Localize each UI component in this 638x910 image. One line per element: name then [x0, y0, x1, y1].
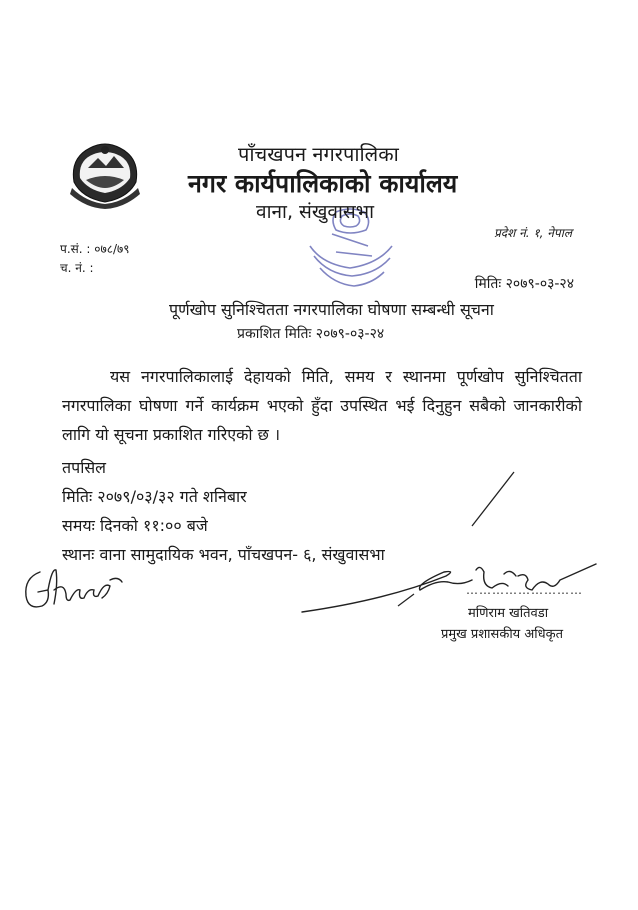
- office-name: नगर कार्यपालिकाको कार्यालय: [188, 169, 458, 198]
- municipality-name: पाँचखपन नगरपालिका: [238, 142, 399, 166]
- event-place: स्थानः वाना सामुदायिक भवन, पाँचखपन- ६, संखुवासभा: [62, 545, 385, 564]
- dispatch-number: च. नं. :: [60, 261, 94, 275]
- signatory-designation: प्रमुख प्रशासकीय अधिकृत: [441, 627, 564, 642]
- province-label: प्रदेश नं. १, नेपाल: [493, 226, 572, 240]
- signature-line: ………………………: [466, 583, 583, 597]
- details-heading: तपसिल: [62, 458, 107, 477]
- published-date: प्रकाशित मितिः २०७९-०३-२४: [237, 326, 385, 342]
- signature-stroke: [468, 470, 518, 530]
- reference-number: प.सं. : ०७८/७९: [60, 242, 130, 256]
- notice-subject: पूर्णखोप सुनिश्चितता नगरपालिका घोषणा सम्बन्धी सूचना: [169, 300, 494, 319]
- nepal-government-emblem: [66, 138, 144, 210]
- office-address: वाना, संखुवासभा: [256, 201, 375, 223]
- letter-date: मितिः २०७९-०३-२४: [474, 276, 574, 292]
- notice-body: यस नगरपालिकालाई देहायको मिति, समय र स्थानमा पूर्णखोप सुनिश्चितता नगरपालिका घोषणा गर्ने कार्यक्रम भएको हुँदा उपस्थित भई दिनुहुन सबैको जानकारीको लागि यो सूचना प्रकाशित गरिएको छ ।: [62, 367, 582, 444]
- event-date: मितिः २०७९/०३/३२ गते शनिबार: [62, 487, 247, 506]
- signatory-name: मणिराम खतिवडा: [468, 606, 549, 621]
- handwritten-initials: [18, 560, 128, 616]
- event-time: समयः दिनको ११:०० बजे: [62, 516, 208, 535]
